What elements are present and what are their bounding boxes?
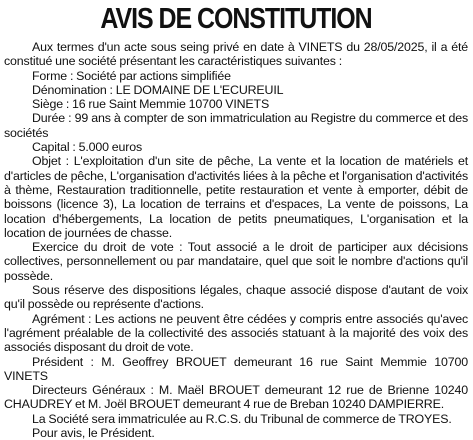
notice-paragraph-voting-votes: Sous réserve des dispositions légales, chaque associé dispose d'autant de voix qu'il possède ou représente d'actions. xyxy=(4,283,468,312)
notice-paragraph-denomination: Dénomination : LE DOMAINE DE L'ECUREUIL xyxy=(32,82,284,97)
notice-paragraph-purpose: Objet : L'exploitation d'un site de pêche, La vente et la location de matériels et d'articles de pêche, L'organisation d'activités liées à la pêche et l'organisation d'activités à thème, Restauration traditionnelle, petite restauration et vente à emporter, débit de boissons (licence 3), La location de terrains et d'espaces, La vente de poissons, La location d'hébergements, La location de petits pneumatiques, L'organisation et la location de journées de chasse. xyxy=(4,154,468,240)
notice-paragraph-duration: Durée : 99 ans à compter de son immatriculation au Registre du commerce et des sociétés xyxy=(4,111,468,140)
notice-paragraph-registration: La Société sera immatriculée au R.C.S. du Tribunal de commerce de TROYES. xyxy=(32,411,452,426)
notice-title: AVIS DE CONSTITUTION xyxy=(100,3,372,35)
notice-paragraph-intro: Aux termes d'un acte sous seing privé en date à VINETS du 28/05/2025, il a été constitué une société présentant les caractéristiques suivantes : xyxy=(4,40,468,69)
notice-paragraph-general-directors: Directeurs Généraux : M. Maël BROUET demeurant 12 rue de Brienne 10240 CHAUDREY et M. Joël BROUET demeurant 4 rue de Breban 10240 DAMPIERRE. xyxy=(4,383,468,412)
notice-paragraph-signature: Pour avis, le Président. xyxy=(32,426,155,440)
notice-paragraph-president: Président : M. Geoffrey BROUET demeurant 16 rue Saint Memmie 10700 VINETS xyxy=(4,354,468,383)
notice-paragraph-registered-office: Siège : 16 rue Saint Memmie 10700 VINETS xyxy=(32,97,270,112)
notice-paragraph-form: Forme : Société par actions simplifiée xyxy=(32,68,231,83)
notice-paragraph-approval: Agrément : Les actions ne peuvent être cédées y compris entre associés qu'avec l'agrément préalable de la collectivité des associés statuant à la majorité des voix des associés disposant du droit de vote. xyxy=(4,311,468,355)
notice-paragraph-voting-rights: Exercice du droit de vote : Tout associé a le droit de participer aux décisions collectives, personnellement ou par mandataire, quel que soit le nombre d'actions qu'il possède. xyxy=(4,240,468,283)
notice-paragraph-capital: Capital : 5.000 euros xyxy=(32,140,142,155)
